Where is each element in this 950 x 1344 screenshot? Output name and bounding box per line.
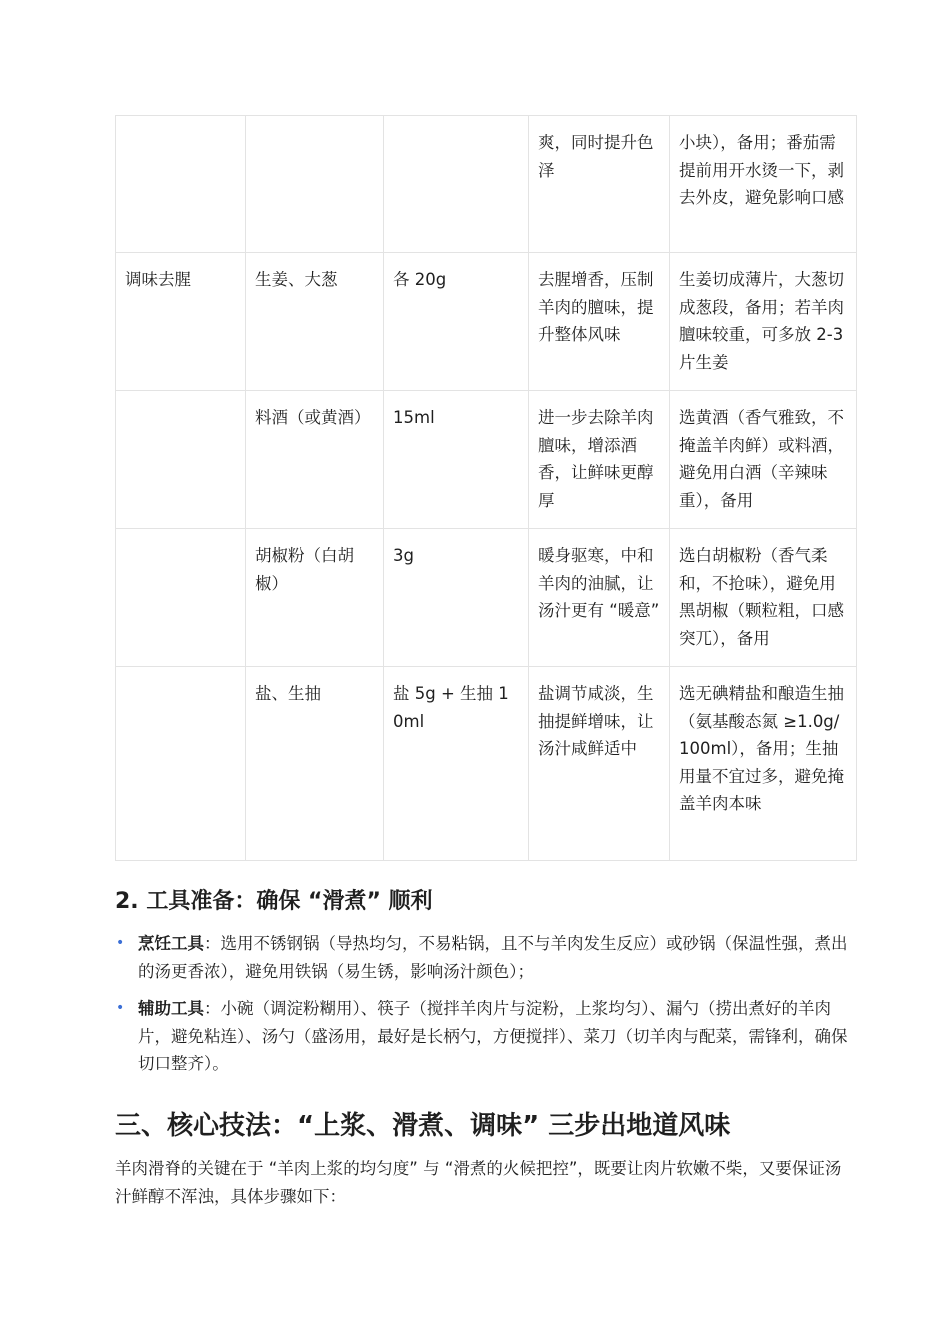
table-cell: 去腥增香，压制羊肉的膻味，提升整体风味: [529, 253, 670, 391]
table-cell: 盐调节咸淡，生抽提鲜增味，让汤汁咸鲜适中: [529, 667, 670, 861]
table-row: [116, 391, 857, 529]
table-cell: [116, 667, 246, 861]
table-cell: 选白胡椒粉（香气柔和，不抢味），避免用黑胡椒（颗粒粗，口感突兀），备用: [670, 529, 857, 667]
table-row: [116, 667, 857, 861]
tools-list: [115, 930, 860, 1088]
table-cell: [384, 116, 529, 253]
table-cell: 生姜切成薄片，大葱切成葱段，备用；若羊肉膻味较重，可多放 2-3 片生姜: [670, 253, 857, 391]
bullet-icon: •: [116, 1000, 125, 1016]
table-cell: 胡椒粉（白胡椒）: [246, 529, 384, 667]
table-cell: 15ml: [384, 391, 529, 529]
ingredient-table-body: [116, 116, 857, 861]
technique-heading: 三、核心技法：“上浆、滑煮、调味” 三步出地道风味: [115, 1111, 731, 1141]
table-cell: [246, 116, 384, 253]
tool-label: 辅助工具: [138, 999, 204, 1018]
table-cell: 调味去腥: [116, 253, 246, 391]
table-row: [116, 529, 857, 667]
table-cell: 小块），备用；番茄需提前用开水烫一下，剥去外皮，避免影响口感: [670, 116, 857, 253]
table-cell: 爽，同时提升色泽: [529, 116, 670, 253]
table-cell: 盐 5g + 生抽 10ml: [384, 667, 529, 861]
bullet-icon: •: [116, 935, 125, 951]
ingredient-table: [115, 115, 857, 861]
table-cell: 各 20g: [384, 253, 529, 391]
table-row: [116, 253, 857, 391]
technique-intro: 羊肉滑脊的关键在于 “羊肉上浆的均匀度” 与 “滑煮的火候把控”，既要让肉片软嫩不柴，又要保证汤汁鲜醇不浑浊，具体步骤如下：: [115, 1159, 842, 1206]
list-item: [115, 995, 860, 1078]
tools-heading: 2. 工具准备：确保 “滑煮” 顺利: [115, 889, 433, 914]
table-cell: [116, 116, 246, 253]
table-cell: 选无碘精盐和酿造生抽（氨基酸态氮 ≥1.0g/100ml），备用；生抽用量不宜过多，避免掩盖羊肉本味: [670, 667, 857, 861]
table-cell: 料酒（或黄酒）: [246, 391, 384, 529]
table-row: [116, 116, 857, 253]
table-cell: 暖身驱寒，中和羊肉的油腻，让汤汁更有 “暖意”: [529, 529, 670, 667]
table-cell: [116, 391, 246, 529]
ingredient-table-container: [115, 115, 855, 861]
table-cell: 盐、生抽: [246, 667, 384, 861]
tool-text: ：小碗（调淀粉糊用）、筷子（搅拌羊肉片与淀粉，上浆均匀）、漏勺（捞出煮好的羊肉片，避免粘连）、汤勺（盛汤用，最好是长柄勺，方便搅拌）、菜刀（切羊肉与配菜，需锋利，确保切口整齐）。: [138, 999, 848, 1073]
tool-text: ：选用不锈钢锅（导热均匀，不易粘锅，且不与羊肉发生反应）或砂锅（保温性强，煮出的汤更香浓），避免用铁锅（易生锈，影响汤汁颜色）；: [138, 934, 848, 981]
tool-label: 烹饪工具: [138, 934, 204, 953]
table-cell: [116, 529, 246, 667]
table-cell: 选黄酒（香气雅致，不掩盖羊肉鲜）或料酒，避免用白酒（辛辣味重），备用: [670, 391, 857, 529]
table-cell: 进一步去除羊肉膻味，增添酒香，让鲜味更醇厚: [529, 391, 670, 529]
table-cell: 生姜、大葱: [246, 253, 384, 391]
list-item: [115, 930, 860, 985]
table-cell: 3g: [384, 529, 529, 667]
